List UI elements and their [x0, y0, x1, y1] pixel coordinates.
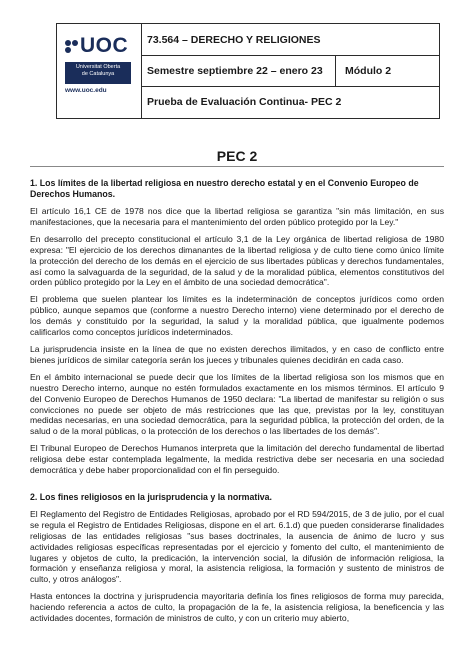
semester-row — [141, 55, 439, 87]
section-2-paragraph: El Reglamento del Registro de Entidades Religiosas, aprobado por el RD 594/2015, de 3 de julio, por el cual se regula el Registro de Entidades Religiosas, dispone en el art. 6.1.d) que pueden considerarse finalidades religiosas de las entidades religiosas "sus bases doctrinales, la ausencia de ánimo de lucro y sus actividades religiosas específicas representadas por el ejercicio y fomento del culto, el mantenimiento de lugares y objetos de culto, la predicación, la intervención social, la difusión de información religiosa, la formación y enseñanza religiosa y moral, la asistencia religiosa, la formación y sustento de ministros de culto, y otros análogos". — [30, 508, 444, 585]
section-1-heading: 1. Los límites de la libertad religiosa en nuestro derecho estatal y en el Convenio Europeo de Derechos Humanos. — [30, 178, 419, 199]
logo-tagline-line-2: de Catalunya — [81, 71, 115, 77]
section-1-paragraph: En desarrollo del precepto constitucional el artículo 3,1 de la Ley orgánica de libertad religiosa de 1980 expresa: "El ejercicio de los derechos dimanantes de la libertad religiosa y de culto tiene como único límite la protección del derecho de los demás en el ejercicio de sus libertades públicas y derechos fundamentales, así como la salvaguarda de la seguridad, de la salud y de la moralidad pública, elementos constitutivos del orden público protegido por la Ley en el ámbito de una sociedad democrática". — [30, 233, 444, 288]
semester-cell — [141, 55, 336, 86]
logo-dots-icon — [65, 40, 79, 54]
semester-label: Semestre septiembre 22 – enero 23 — [147, 64, 323, 77]
logo-brand: UOC — [80, 34, 129, 57]
logo-tagline-line-1: Universitat Oberta — [75, 64, 121, 70]
module-label: Módulo 2 — [345, 64, 392, 77]
page-title: PEC 2 — [216, 148, 258, 164]
course-row — [141, 24, 439, 56]
uoc-logo — [65, 34, 131, 96]
section-1-paragraph: En el ámbito internacional se puede decir que los límites de la libertad religiosa son los mismos que en nuestro Derecho interno, aunque no estén formulados exactamente en los mismos términos. El artículo 9 del Convenio Europeo de Derechos Humanos de 1950 declara: "La libertad de manifestar su religión o sus convicciones no puede ser objeto de más restricciones que las que, previstas por la ley, constituyan medidas necesarias, en una sociedad democrática, para la seguridad pública, la protección del orden, de la salud o de la moral públicas, o la protección de los derechos o las libertades de los demás". — [30, 371, 444, 437]
section-1-paragraph: El Tribunal Europeo de Derechos Humanos interpreta que la limitación del derecho fundamental de libertad religiosa debe estar contemplada legalmente, la medida restrictiva debe ser necesaria en una sociedad democrática y debe haber proporcionalidad con el fin perseguido. — [30, 443, 444, 476]
section-1-paragraph: La jurisprudencia insiste en la línea de que no existen derechos ilimitados, y en caso de conflicto entre bienes jurídicos de similar categoría serán los jueces y tribunales quienes decidirán en cada caso. — [30, 343, 444, 365]
document-body — [30, 178, 444, 630]
section-1-paragraph: El artículo 16,1 CE de 1978 nos dice que la libertad religiosa se garantiza "sin más limitación, en sus manifestaciones, que la necesaria para el mantenimiento del orden público protegido por la Ley." — [30, 206, 444, 227]
assessment-row — [141, 86, 439, 118]
assessment-label: Prueba de Evaluación Continua- PEC 2 — [147, 96, 342, 108]
section-1-paragraph: El problema que suelen plantear los límites es la indeterminación de conceptos jurídicos como orden público, aunque sepamos que (conforme a nuestro Derecho interno) viene determinado por el derecho de los demás y constituido por la seguridad, la salud y la moralidad pública, que igualmente podemos calificarlos como conceptos jurídicos indeterminados. — [30, 294, 444, 338]
logo-url: www.uoc.edu — [65, 87, 107, 94]
section-2-paragraph: Hasta entonces la doctrina y jurisprudencia mayoritaria definía los fines religiosos de forma muy parecida, haciendo referencia a actos de culto, la propagación de la fe, la asistencia religiosa, la beneficencia y las actividades docentes, formación de ministros de culto, y con un criterio muy abierto, — [30, 591, 444, 624]
section-2-heading: 2. Los fines religiosos en la jurisprudencia y la normativa. — [30, 491, 272, 502]
course-title: 73.564 – DERECHO Y RELIGIONES — [147, 33, 321, 46]
logo-tagline — [65, 62, 131, 84]
title-divider — [30, 166, 444, 167]
header-table — [56, 23, 440, 119]
logo-cell — [57, 24, 142, 118]
